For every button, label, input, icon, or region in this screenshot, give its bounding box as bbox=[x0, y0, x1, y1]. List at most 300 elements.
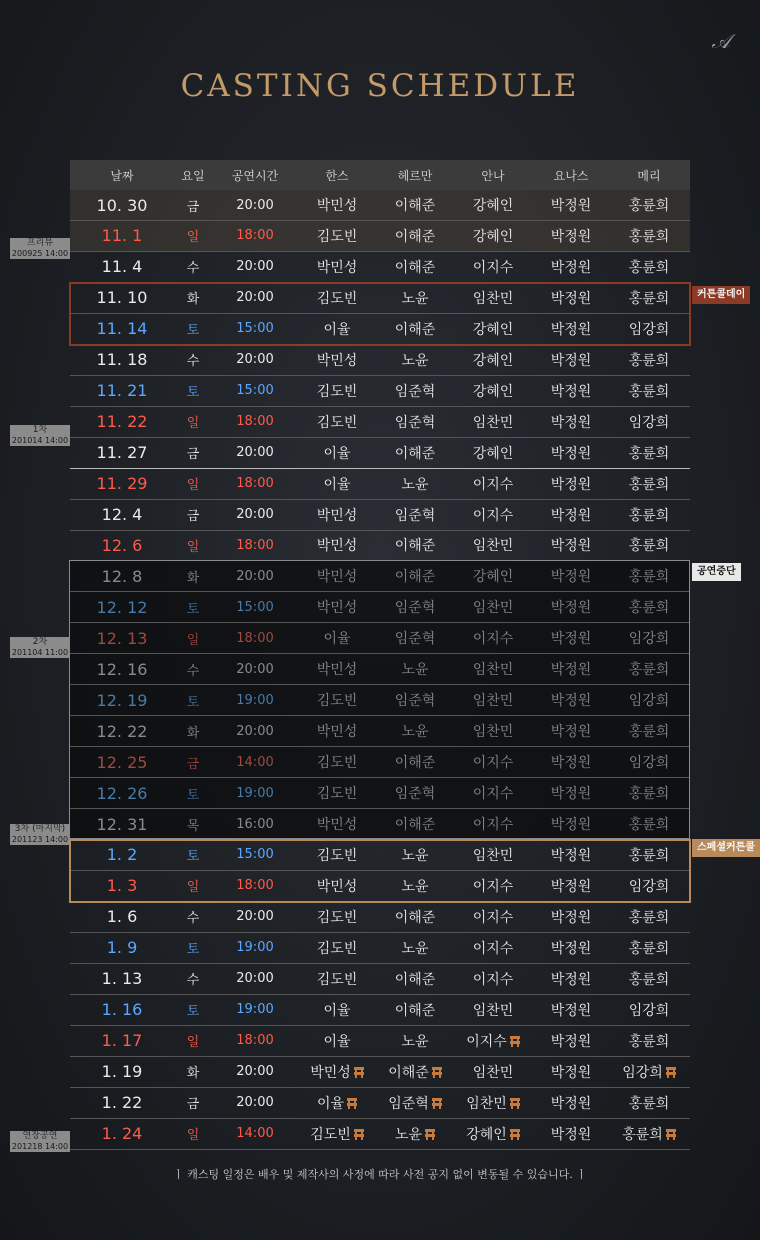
cast-name: 이해준 bbox=[394, 971, 436, 988]
cast-cell bbox=[298, 195, 376, 215]
date-cell: 1. 2 bbox=[106, 845, 138, 865]
cast-name: 홍륜희 bbox=[628, 662, 670, 679]
cast-cell bbox=[376, 1093, 454, 1113]
date-cell: 11. 4 bbox=[101, 257, 143, 277]
cast-name: 박민성 bbox=[316, 724, 358, 741]
day-cell: 수 bbox=[186, 261, 200, 277]
date-cell: 11. 29 bbox=[96, 474, 148, 494]
cast-name: 임준혁 bbox=[394, 600, 436, 617]
cast-cell bbox=[298, 1124, 376, 1144]
cast-name: 홍륜희 bbox=[628, 290, 670, 307]
cast-name: 박정원 bbox=[550, 786, 592, 803]
day-cell: 토 bbox=[186, 787, 200, 803]
cast-name: 홍륜희 bbox=[628, 198, 670, 214]
date-cell: 12. 26 bbox=[96, 783, 148, 803]
cast-cell bbox=[376, 969, 454, 989]
cast-name: 홍륜희 bbox=[628, 259, 670, 276]
time-cell: 20:00 bbox=[236, 1064, 274, 1080]
day-cell: 일 bbox=[186, 1035, 200, 1051]
session-name: 3차 (마지막) bbox=[10, 824, 70, 835]
column-header: 요나스 bbox=[553, 168, 589, 183]
cast-name: 강혜인 bbox=[472, 321, 514, 338]
cast-name: 임강희 bbox=[628, 321, 670, 338]
day-cell: 수 bbox=[186, 354, 200, 370]
cast-name: 임찬민 bbox=[472, 1064, 514, 1081]
cast-name: 홍륜희 bbox=[628, 352, 670, 369]
cast-cell bbox=[298, 443, 376, 463]
day-cell: 수 bbox=[186, 911, 200, 927]
column-header: 메리 bbox=[637, 168, 661, 183]
date-cell: 11. 18 bbox=[96, 350, 148, 370]
table-row bbox=[70, 407, 690, 437]
cast-name: 박민성 bbox=[316, 198, 358, 214]
cast-name: 홍륜희 bbox=[628, 569, 670, 586]
chair-icon bbox=[666, 1129, 676, 1140]
cast-name: 김도빈 bbox=[316, 786, 358, 803]
date-cell: 12. 25 bbox=[96, 752, 148, 772]
cast-cell bbox=[532, 195, 610, 215]
cast-cell bbox=[610, 969, 688, 989]
chair-icon bbox=[432, 1067, 442, 1078]
cast-cell bbox=[376, 257, 454, 277]
cast-name: 박민성 bbox=[316, 259, 358, 276]
time-cell: 19:00 bbox=[236, 1002, 274, 1018]
cast-cell bbox=[298, 535, 376, 555]
row-divider bbox=[70, 406, 690, 407]
cast-cell bbox=[376, 350, 454, 370]
cast-name: 박정원 bbox=[550, 693, 592, 710]
date-cell: 1. 13 bbox=[101, 969, 143, 989]
cast-name: 홍륜희 bbox=[628, 600, 670, 617]
cast-name: 박정원 bbox=[550, 1064, 592, 1081]
cast-name: 박정원 bbox=[550, 259, 592, 276]
cast-cell bbox=[298, 350, 376, 370]
cast-name: 이지수 bbox=[466, 1033, 507, 1050]
cast-name: 박민성 bbox=[316, 600, 358, 617]
day-cell: 일 bbox=[186, 880, 200, 896]
date-cell: 10. 30 bbox=[96, 195, 148, 215]
session-datetime: 200925 14:00 bbox=[11, 249, 69, 258]
cast-cell bbox=[298, 257, 376, 277]
time-cell: 14:00 bbox=[236, 754, 274, 770]
chair-icon bbox=[354, 1067, 364, 1078]
cast-name: 이해준 bbox=[394, 321, 436, 338]
cast-cell bbox=[454, 969, 532, 989]
session-label bbox=[10, 1131, 70, 1152]
cast-name: 이해준 bbox=[394, 198, 436, 214]
cast-name: 박민성 bbox=[316, 569, 358, 586]
cast-name: 박정원 bbox=[550, 198, 592, 214]
chair-icon bbox=[347, 1098, 357, 1109]
cast-name: 김도빈 bbox=[316, 290, 358, 307]
time-cell: 20:00 bbox=[236, 723, 274, 739]
date-cell: 1. 3 bbox=[106, 876, 138, 896]
date-cell: 11. 10 bbox=[96, 288, 148, 308]
session-label bbox=[10, 238, 70, 259]
cast-cell bbox=[376, 907, 454, 927]
cast-name: 이해준 bbox=[394, 538, 436, 555]
cast-name: 박정원 bbox=[550, 538, 592, 555]
cast-name: 노윤 bbox=[401, 724, 429, 741]
cast-name: 홍륜희 bbox=[628, 940, 670, 957]
date-cell: 11. 22 bbox=[96, 412, 148, 432]
column-header: 헤르만 bbox=[397, 168, 433, 183]
cast-name: 이율 bbox=[323, 1033, 351, 1050]
cast-cell bbox=[298, 412, 376, 432]
cast-name: 이율 bbox=[323, 321, 351, 338]
cast-cell bbox=[376, 1000, 454, 1020]
session-label bbox=[10, 824, 70, 845]
cast-name: 임강희 bbox=[628, 693, 670, 710]
date-cell: 12. 22 bbox=[96, 721, 148, 741]
cast-cell bbox=[376, 938, 454, 958]
cast-cell bbox=[298, 969, 376, 989]
cast-name: 임강희 bbox=[628, 631, 670, 648]
table-row bbox=[70, 221, 690, 251]
cast-name: 이지수 bbox=[472, 940, 514, 957]
time-cell: 20:00 bbox=[236, 1095, 274, 1111]
cast-cell bbox=[376, 226, 454, 246]
cast-name: 임준혁 bbox=[394, 414, 436, 431]
cast-name: 김도빈 bbox=[316, 693, 358, 710]
day-cell: 토 bbox=[186, 385, 200, 401]
cast-cell bbox=[454, 1062, 532, 1082]
column-header: 공연시간 bbox=[231, 168, 279, 183]
cast-name: 임찬민 bbox=[472, 290, 514, 307]
cast-cell bbox=[298, 1000, 376, 1020]
cast-name: 임찬민 bbox=[472, 693, 514, 710]
cast-name: 박정원 bbox=[550, 847, 592, 864]
cast-cell bbox=[454, 226, 532, 246]
cast-name: 박정원 bbox=[550, 940, 592, 957]
row-divider bbox=[70, 994, 690, 995]
table-row bbox=[70, 933, 690, 963]
cast-name: 박정원 bbox=[550, 600, 592, 617]
time-cell: 18:00 bbox=[236, 228, 274, 244]
cast-cell bbox=[610, 907, 688, 927]
cast-cell bbox=[610, 505, 688, 525]
cast-name: 박정원 bbox=[550, 755, 592, 772]
date-cell: 12. 19 bbox=[96, 690, 148, 710]
cast-name: 임찬민 bbox=[472, 724, 514, 741]
day-cell: 일 bbox=[186, 1128, 200, 1143]
day-cell: 화 bbox=[186, 1066, 200, 1082]
cast-name: 홍륜희 bbox=[628, 817, 670, 833]
day-cell: 토 bbox=[186, 942, 200, 958]
cast-cell bbox=[532, 1031, 610, 1051]
cast-cell bbox=[610, 535, 688, 555]
cast-cell bbox=[532, 969, 610, 989]
cast-name: 박민성 bbox=[316, 662, 358, 679]
cast-cell bbox=[376, 535, 454, 555]
cast-name: 이지수 bbox=[472, 631, 514, 648]
cast-name: 노윤 bbox=[401, 662, 429, 679]
cast-name: 홍륜희 bbox=[622, 1126, 663, 1143]
session-datetime: 201104 11:00 bbox=[11, 648, 69, 657]
cast-name: 노윤 bbox=[394, 1126, 423, 1143]
table-row bbox=[70, 252, 690, 282]
cast-cell bbox=[532, 535, 610, 555]
date-cell: 12. 6 bbox=[101, 535, 143, 555]
row-divider bbox=[70, 1149, 690, 1150]
day-cell: 일 bbox=[186, 230, 200, 246]
column-header: 안나 bbox=[481, 168, 505, 183]
day-cell: 화 bbox=[186, 292, 200, 308]
cast-name: 김도빈 bbox=[316, 971, 358, 988]
row-divider bbox=[70, 1056, 690, 1057]
cast-name: 홍륜희 bbox=[628, 786, 670, 803]
cast-cell bbox=[376, 474, 454, 494]
cast-cell bbox=[610, 381, 688, 401]
cast-name: 임강희 bbox=[628, 878, 670, 895]
cast-name: 노윤 bbox=[401, 476, 429, 493]
cast-name: 이해준 bbox=[394, 755, 436, 772]
session-datetime: 201014 14:00 bbox=[11, 436, 69, 445]
cast-name: 홍륜희 bbox=[628, 1095, 670, 1112]
row-divider bbox=[70, 468, 690, 469]
row-divider bbox=[70, 932, 690, 933]
cast-name: 이해준 bbox=[394, 817, 436, 833]
cast-name: 이율 bbox=[316, 1095, 345, 1112]
cast-name: 홍륜희 bbox=[628, 847, 670, 864]
column-header: 날짜 bbox=[110, 168, 134, 183]
time-cell: 15:00 bbox=[236, 383, 274, 399]
cast-name: 노윤 bbox=[401, 352, 429, 369]
day-cell: 수 bbox=[186, 973, 200, 989]
cast-name: 박민성 bbox=[316, 538, 358, 555]
cast-name: 임준혁 bbox=[394, 693, 436, 710]
cast-name: 이해준 bbox=[388, 1064, 429, 1081]
row-divider bbox=[70, 1118, 690, 1119]
time-cell: 18:00 bbox=[236, 1033, 274, 1049]
cast-name: 이해준 bbox=[394, 259, 436, 276]
cast-name: 임찬민 bbox=[472, 847, 514, 864]
cast-cell bbox=[454, 350, 532, 370]
cast-cell bbox=[610, 1031, 688, 1051]
cast-name: 임강희 bbox=[628, 414, 670, 431]
cast-cell bbox=[376, 1031, 454, 1051]
cast-name: 강혜인 bbox=[472, 228, 514, 245]
cast-name: 이해준 bbox=[394, 1002, 436, 1019]
cast-cell bbox=[532, 505, 610, 525]
date-cell: 1. 24 bbox=[101, 1124, 143, 1143]
cast-name: 임찬민 bbox=[466, 1095, 507, 1112]
cast-name: 노윤 bbox=[401, 1033, 429, 1050]
cast-name: 노윤 bbox=[401, 940, 429, 957]
time-cell: 19:00 bbox=[236, 940, 274, 956]
day-cell: 금 bbox=[186, 1097, 200, 1113]
table-row bbox=[70, 1088, 690, 1118]
cast-cell bbox=[454, 1000, 532, 1020]
cast-cell bbox=[532, 381, 610, 401]
cast-name: 박정원 bbox=[550, 662, 592, 679]
cast-cell bbox=[610, 474, 688, 494]
time-cell: 20:00 bbox=[236, 568, 274, 584]
cast-name: 박정원 bbox=[550, 909, 592, 926]
row-divider bbox=[70, 437, 690, 438]
cast-name: 이율 bbox=[323, 445, 351, 462]
row-divider bbox=[70, 375, 690, 376]
cast-cell bbox=[532, 226, 610, 246]
table-row bbox=[70, 1119, 690, 1149]
cast-name: 임강희 bbox=[622, 1064, 663, 1081]
cast-cell bbox=[376, 1124, 454, 1144]
suspended-tag: 공연중단 bbox=[692, 563, 741, 581]
table-row bbox=[70, 1026, 690, 1056]
cast-name: 임준혁 bbox=[394, 631, 436, 648]
cast-name: 박정원 bbox=[550, 228, 592, 245]
chair-icon bbox=[354, 1129, 364, 1140]
suspended-box bbox=[69, 560, 690, 839]
date-cell: 1. 9 bbox=[106, 938, 138, 958]
day-cell: 화 bbox=[186, 570, 200, 586]
cast-name: 김도빈 bbox=[316, 755, 358, 772]
time-cell: 18:00 bbox=[236, 537, 274, 553]
table-row bbox=[70, 530, 690, 560]
cast-cell bbox=[532, 1124, 610, 1144]
cast-name: 이지수 bbox=[472, 786, 514, 803]
cast-name: 홍륜희 bbox=[628, 445, 670, 462]
day-cell: 금 bbox=[186, 447, 200, 463]
cast-cell bbox=[610, 226, 688, 246]
cast-name: 김도빈 bbox=[316, 940, 358, 957]
time-cell: 18:00 bbox=[236, 878, 274, 894]
day-cell: 금 bbox=[186, 756, 200, 772]
cast-name: 김도빈 bbox=[316, 414, 358, 431]
cast-name: 이지수 bbox=[472, 817, 514, 833]
time-cell: 18:00 bbox=[236, 414, 274, 430]
day-cell: 금 bbox=[186, 199, 200, 215]
cast-cell bbox=[610, 350, 688, 370]
cast-cell bbox=[454, 1031, 532, 1051]
cast-name: 임준혁 bbox=[394, 507, 436, 524]
cast-name: 박정원 bbox=[550, 971, 592, 988]
cast-cell bbox=[532, 1000, 610, 1020]
time-cell: 15:00 bbox=[236, 847, 274, 863]
curtain-day-box bbox=[69, 282, 691, 346]
chair-icon bbox=[666, 1067, 676, 1078]
cast-name: 박민성 bbox=[316, 817, 358, 833]
cast-cell bbox=[376, 195, 454, 215]
cast-name: 박정원 bbox=[550, 817, 592, 833]
date-cell: 12. 16 bbox=[96, 659, 148, 679]
session-datetime: 201123 14:00 bbox=[11, 835, 69, 844]
date-cell: 11. 21 bbox=[96, 381, 148, 401]
cast-name: 노윤 bbox=[401, 878, 429, 895]
cast-name: 이지수 bbox=[472, 971, 514, 988]
cast-name: 노윤 bbox=[401, 290, 429, 307]
cast-cell bbox=[532, 350, 610, 370]
day-cell: 수 bbox=[186, 663, 200, 679]
cast-name: 임찬민 bbox=[472, 414, 514, 431]
time-cell: 20:00 bbox=[236, 909, 274, 925]
date-cell: 12. 12 bbox=[96, 597, 148, 617]
cast-cell bbox=[376, 381, 454, 401]
cast-name: 홍륜희 bbox=[628, 971, 670, 988]
table-row bbox=[70, 964, 690, 994]
cast-cell bbox=[454, 412, 532, 432]
cast-name: 김도빈 bbox=[316, 909, 358, 926]
cast-name: 박정원 bbox=[550, 445, 592, 462]
cast-name: 홍륜희 bbox=[628, 724, 670, 741]
table-row bbox=[70, 995, 690, 1025]
time-cell: 15:00 bbox=[236, 321, 274, 337]
cast-cell bbox=[532, 1093, 610, 1113]
date-cell: 11. 1 bbox=[101, 226, 143, 246]
cast-cell bbox=[454, 1093, 532, 1113]
cast-cell bbox=[454, 535, 532, 555]
cast-name: 강혜인 bbox=[472, 383, 514, 400]
cast-name: 홍륜희 bbox=[628, 383, 670, 400]
cast-name: 임찬민 bbox=[472, 1002, 514, 1019]
cast-cell bbox=[610, 195, 688, 215]
cast-name: 박정원 bbox=[550, 414, 592, 431]
cast-name: 이지수 bbox=[472, 259, 514, 276]
session-label bbox=[10, 637, 70, 658]
date-cell: 11. 27 bbox=[96, 443, 148, 463]
cast-name: 홍륜희 bbox=[628, 538, 670, 555]
cast-name: 임찬민 bbox=[472, 662, 514, 679]
time-cell: 20:00 bbox=[236, 507, 274, 522]
chair-icon bbox=[425, 1129, 435, 1140]
cast-cell bbox=[610, 1062, 688, 1082]
cast-name: 홍륜희 bbox=[628, 228, 670, 245]
cast-name: 임준혁 bbox=[388, 1095, 429, 1112]
cast-name: 김도빈 bbox=[316, 847, 358, 864]
cast-name: 강혜인 bbox=[472, 445, 514, 462]
cast-cell bbox=[610, 412, 688, 432]
cast-name: 박정원 bbox=[550, 1033, 592, 1050]
time-cell: 15:00 bbox=[236, 599, 274, 615]
cast-cell bbox=[298, 1093, 376, 1113]
day-cell: 금 bbox=[186, 509, 200, 524]
time-cell: 20:00 bbox=[236, 352, 274, 368]
day-cell: 일 bbox=[186, 632, 200, 648]
cast-name: 박정원 bbox=[550, 352, 592, 369]
table-row bbox=[70, 902, 690, 932]
cast-name: 박민성 bbox=[316, 507, 358, 524]
table-row bbox=[70, 1057, 690, 1087]
time-cell: 16:00 bbox=[236, 816, 274, 832]
cast-name: 홍륜희 bbox=[628, 476, 670, 493]
session-name: 2차 bbox=[10, 637, 70, 648]
day-cell: 토 bbox=[186, 1004, 200, 1020]
cast-name: 박정원 bbox=[550, 631, 592, 648]
table-row bbox=[70, 345, 690, 375]
brand-logo: 𝒜 bbox=[711, 29, 731, 53]
row-divider bbox=[70, 1087, 690, 1088]
cast-cell bbox=[610, 443, 688, 463]
cast-cell bbox=[454, 1124, 532, 1144]
row-divider bbox=[70, 963, 690, 964]
day-cell: 토 bbox=[186, 601, 200, 617]
cast-name: 박정원 bbox=[550, 878, 592, 895]
day-cell: 목 bbox=[186, 818, 200, 834]
cast-name: 강혜인 bbox=[472, 569, 514, 586]
time-cell: 14:00 bbox=[236, 1126, 274, 1141]
cast-cell bbox=[532, 257, 610, 277]
table-row bbox=[70, 190, 690, 220]
cast-cell bbox=[298, 474, 376, 494]
row-divider bbox=[70, 530, 690, 531]
day-cell: 토 bbox=[186, 323, 200, 339]
cast-name: 이해준 bbox=[394, 228, 436, 245]
time-cell: 20:00 bbox=[236, 445, 274, 461]
date-cell: 1. 6 bbox=[106, 907, 138, 927]
cast-cell bbox=[298, 505, 376, 525]
page-title: CASTING SCHEDULE bbox=[180, 68, 580, 104]
cast-name: 박정원 bbox=[550, 507, 592, 524]
